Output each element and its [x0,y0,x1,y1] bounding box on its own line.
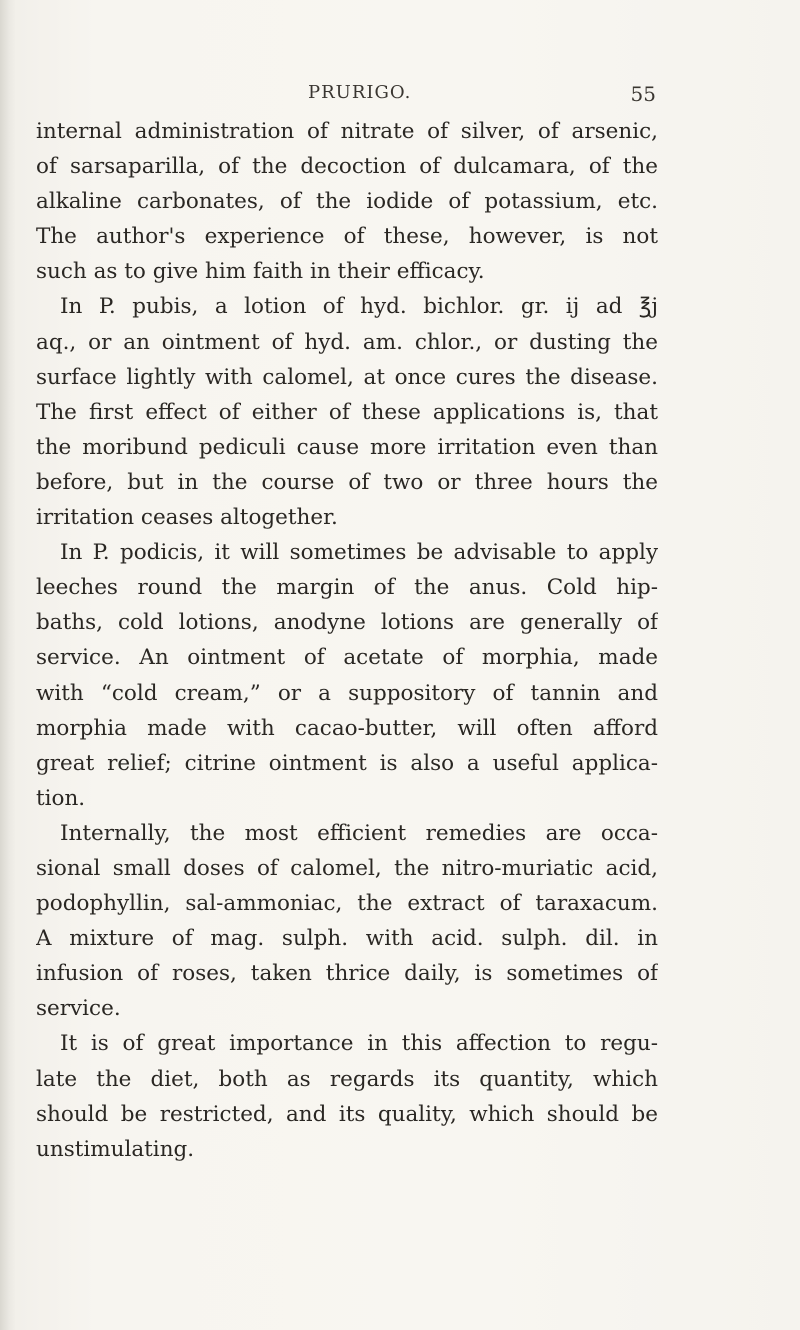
text-line: morphia made with cacao-butter, will often afford [36,715,658,741]
text-line: In P. podicis, it will sometimes be advisable to apply [60,540,658,566]
text-line: It is of great importance in this affection to regu- [60,1031,658,1057]
text-line: sional small doses of calomel, the nitro-muriatic acid, [36,855,658,881]
text-line: leeches round the margin of the anus. Cold hip- [36,575,658,601]
text-line: internal administration of nitrate of silver, of arsenic, [36,119,658,144]
text-line: of sarsaparilla, of the decoction of dulcamara, of the [36,154,658,180]
text-line: late the diet, both as regards its quantity, which [36,1066,658,1092]
text-line: with “cold cream,” or a suppository of tannin and [36,680,658,706]
text-line: such as to give him faith in their efficacy. [36,259,485,285]
text-line: should be restricted, and its quality, which should be [36,1101,658,1127]
text-line: tion. [36,785,86,811]
text-line: the moribund pediculi cause more irritation even than [36,434,658,460]
text-line: podophyllin, sal-ammoniac, the extract of taraxacum. [36,891,658,917]
text-line: Internally, the most efficient remedies are occa- [60,820,658,846]
page-header [36,82,656,108]
text-line: In P. pubis, a lotion of hyd. bichlor. gr. ij ad ℥j [60,294,658,320]
body-text [36,114,658,1167]
page-number: 55 [630,82,656,106]
text-line: surface lightly with calomel, at once cures the disease. [36,364,658,390]
text-line: service. [36,996,121,1022]
page-gutter-shadow [0,0,16,1330]
text-line: great relief; citrine ointment is also a useful applica- [36,750,658,776]
text-line: The author's experience of these, however, is not [36,224,658,250]
text-line: A mixture of mag. sulph. with acid. sulph. dil. in [36,926,658,952]
text-line: alkaline carbonates, of the iodide of potassium, etc. [36,189,658,215]
text-line: infusion of roses, taken thrice daily, is sometimes of [36,961,658,987]
text-line: before, but in the course of two or three hours the [36,469,658,495]
text-line: service. An ointment of acetate of morphia, made [36,645,658,671]
text-line: baths, cold lotions, anodyne lotions are generally of [36,610,658,636]
running-title: PRURIGO. [308,82,412,103]
text-line: unstimulating. [36,1136,195,1162]
text-line: The first effect of either of these applications is, that [36,399,658,425]
text-line: aq., or an ointment of hyd. am. chlor., or dusting the [36,329,658,355]
text-line: irritation ceases altogether. [36,505,338,531]
